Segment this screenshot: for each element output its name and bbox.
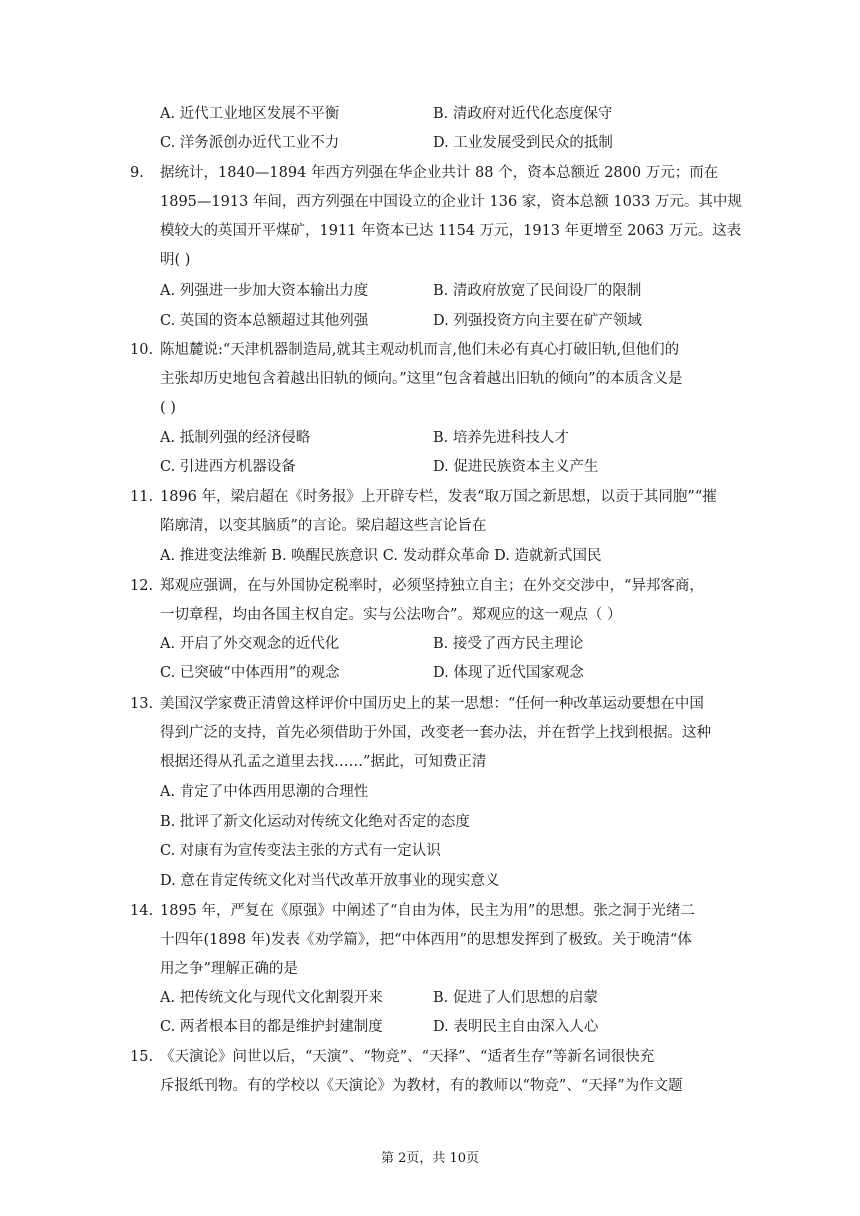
q14-number: 14.: [130, 903, 154, 919]
q8-option-b: B. 清政府对近代化态度保守: [433, 106, 613, 122]
q10-option-a: A. 抵制列强的经济侵略: [160, 430, 311, 446]
q12-option-d: D. 体现了近代国家观念: [433, 665, 584, 681]
q10-stem-line: 主张却历史地包含着越出旧轨的倾向。”这里“包含着越出旧轨的倾向”的本质含义是: [160, 371, 683, 387]
q11-number: 11.: [130, 489, 154, 505]
q13-number: 13.: [130, 696, 154, 712]
q10-number: 10.: [130, 342, 154, 358]
q12-option-c: C. 已突破“中体西用”的观念: [160, 665, 340, 681]
q11-stem-line: 陷廓清，以变其脑质”的言论。梁启超这些言论旨在: [160, 518, 487, 534]
q10-option-d: D. 促进民族资本主义产生: [433, 459, 599, 475]
q10-stem-line: 陈旭麓说:“天津机器制造局,就其主观动机而言,他们未必有真心打破旧轨,但他们的: [160, 342, 680, 358]
q9-number: 9.: [130, 165, 144, 181]
q12-option-b: B. 接受了西方民主理论: [433, 636, 584, 652]
q9-stem-line: 模较大的英国开平煤矿，1911 年资本已达 1154 万元，1913 年更增至 2063 万元。这表: [160, 223, 742, 239]
q12-option-a: A. 开启了外交观念的近代化: [160, 636, 340, 652]
q8-option-c: C. 洋务派创办近代工业不力: [160, 135, 340, 151]
q13-stem-line: 根据还得从孔孟之道里去找……”据此，可知费正清: [160, 754, 487, 770]
q13-stem-line: 得到广泛的支持，首先必须借助于外国，改变老一套办法，并在哲学上找到根据。这种: [160, 725, 711, 741]
q9-stem-line: 1895—1913 年间，西方列强在中国设立的企业计 136 家，资本总额 1033 万元。其中规: [160, 194, 742, 210]
q14-stem-line: 十四年(1898 年)发表《劝学篇》，把“中体西用”的思想发挥到了极致。关于晚清“体: [160, 932, 692, 948]
q11-stem-line: 1896 年，梁启超在《时务报》上开辟专栏，发表“取万国之新思想，以贡于其同胞”“摧: [160, 489, 717, 505]
q12-stem-line: 一切章程，均由各国主权自定。实与公法吻合”。郑观应的这一观点（ ）: [160, 607, 622, 623]
q14-option-b: B. 促进了人们思想的启蒙: [433, 990, 598, 1006]
q13-option-d: D. 意在肯定传统文化对当代改革开放事业的现实意义: [160, 873, 500, 889]
q14-option-c: C. 两者根本目的都是维护封建制度: [160, 1019, 383, 1035]
q8-option-a: A. 近代工业地区发展不平衡: [160, 106, 340, 122]
q14-stem-line: 用之争”理解正确的是: [160, 961, 298, 977]
page-footer: 第 2页，共 10页: [380, 1151, 480, 1166]
q9-stem-line: 明( ): [160, 252, 191, 268]
q13-option-b: B. 批评了新文化运动对传统文化绝对否定的态度: [160, 814, 470, 830]
q13-option-a: A. 肯定了中体西用思潮的合理性: [160, 784, 369, 800]
q10-stem-line: ( ): [160, 400, 176, 416]
q9-option-a: A. 列强进一步加大资本输出力度: [160, 283, 369, 299]
q9-option-d: D. 列强投资方向主要在矿产领域: [433, 313, 642, 329]
q13-stem-line: 美国汉学家费正清曾这样评价中国历史上的某一思想：“任何一种改革运动要想在中国: [160, 696, 704, 712]
q12-stem-line: 郑观应强调，在与外国协定税率时，必须坚持独立自主；在外交交涉中，“异邦客商，: [160, 578, 704, 594]
q9-option-c: C. 英国的资本总额超过其他列强: [160, 313, 369, 329]
q14-option-d: D. 表明民主自由深入人心: [433, 1019, 599, 1035]
q15-stem-line: 斥报纸刊物。有的学校以《天演论》为教材，有的教师以“物竞”、“天择”为作文题: [160, 1078, 683, 1094]
q13-option-c: C. 对康有为宣传变法主张的方式有一定认识: [160, 843, 441, 859]
q10-option-c: C. 引进西方机器设备: [160, 459, 296, 475]
q15-number: 15.: [130, 1049, 154, 1065]
q8-option-d: D. 工业发展受到民众的抵制: [433, 135, 613, 151]
q9-stem-line: 据统计，1840—1894 年西方列强在华企业共计 88 个，资本总额近 2800 万元；而在: [160, 165, 719, 181]
q14-option-a: A. 把传统文化与现代文化割裂开来: [160, 990, 383, 1006]
q12-number: 12.: [130, 578, 154, 594]
q10-option-b: B. 培养先进科技人才: [433, 430, 569, 446]
q9-option-b: B. 清政府放宽了民间设厂的限制: [433, 283, 642, 299]
q14-stem-line: 1895 年，严复在《原强》中阐述了“自由为体，民主为用”的思想。张之洞于光绪二: [160, 903, 695, 919]
q11-options: A. 推进变法维新 B. 唤醒民族意识 C. 发动群众革命 D. 造就新式国民: [160, 548, 602, 564]
q15-stem-line: 《天演论》问世以后，“天演”、“物竞”、“天择”、“适者生存”等新名词很快充: [160, 1049, 655, 1065]
